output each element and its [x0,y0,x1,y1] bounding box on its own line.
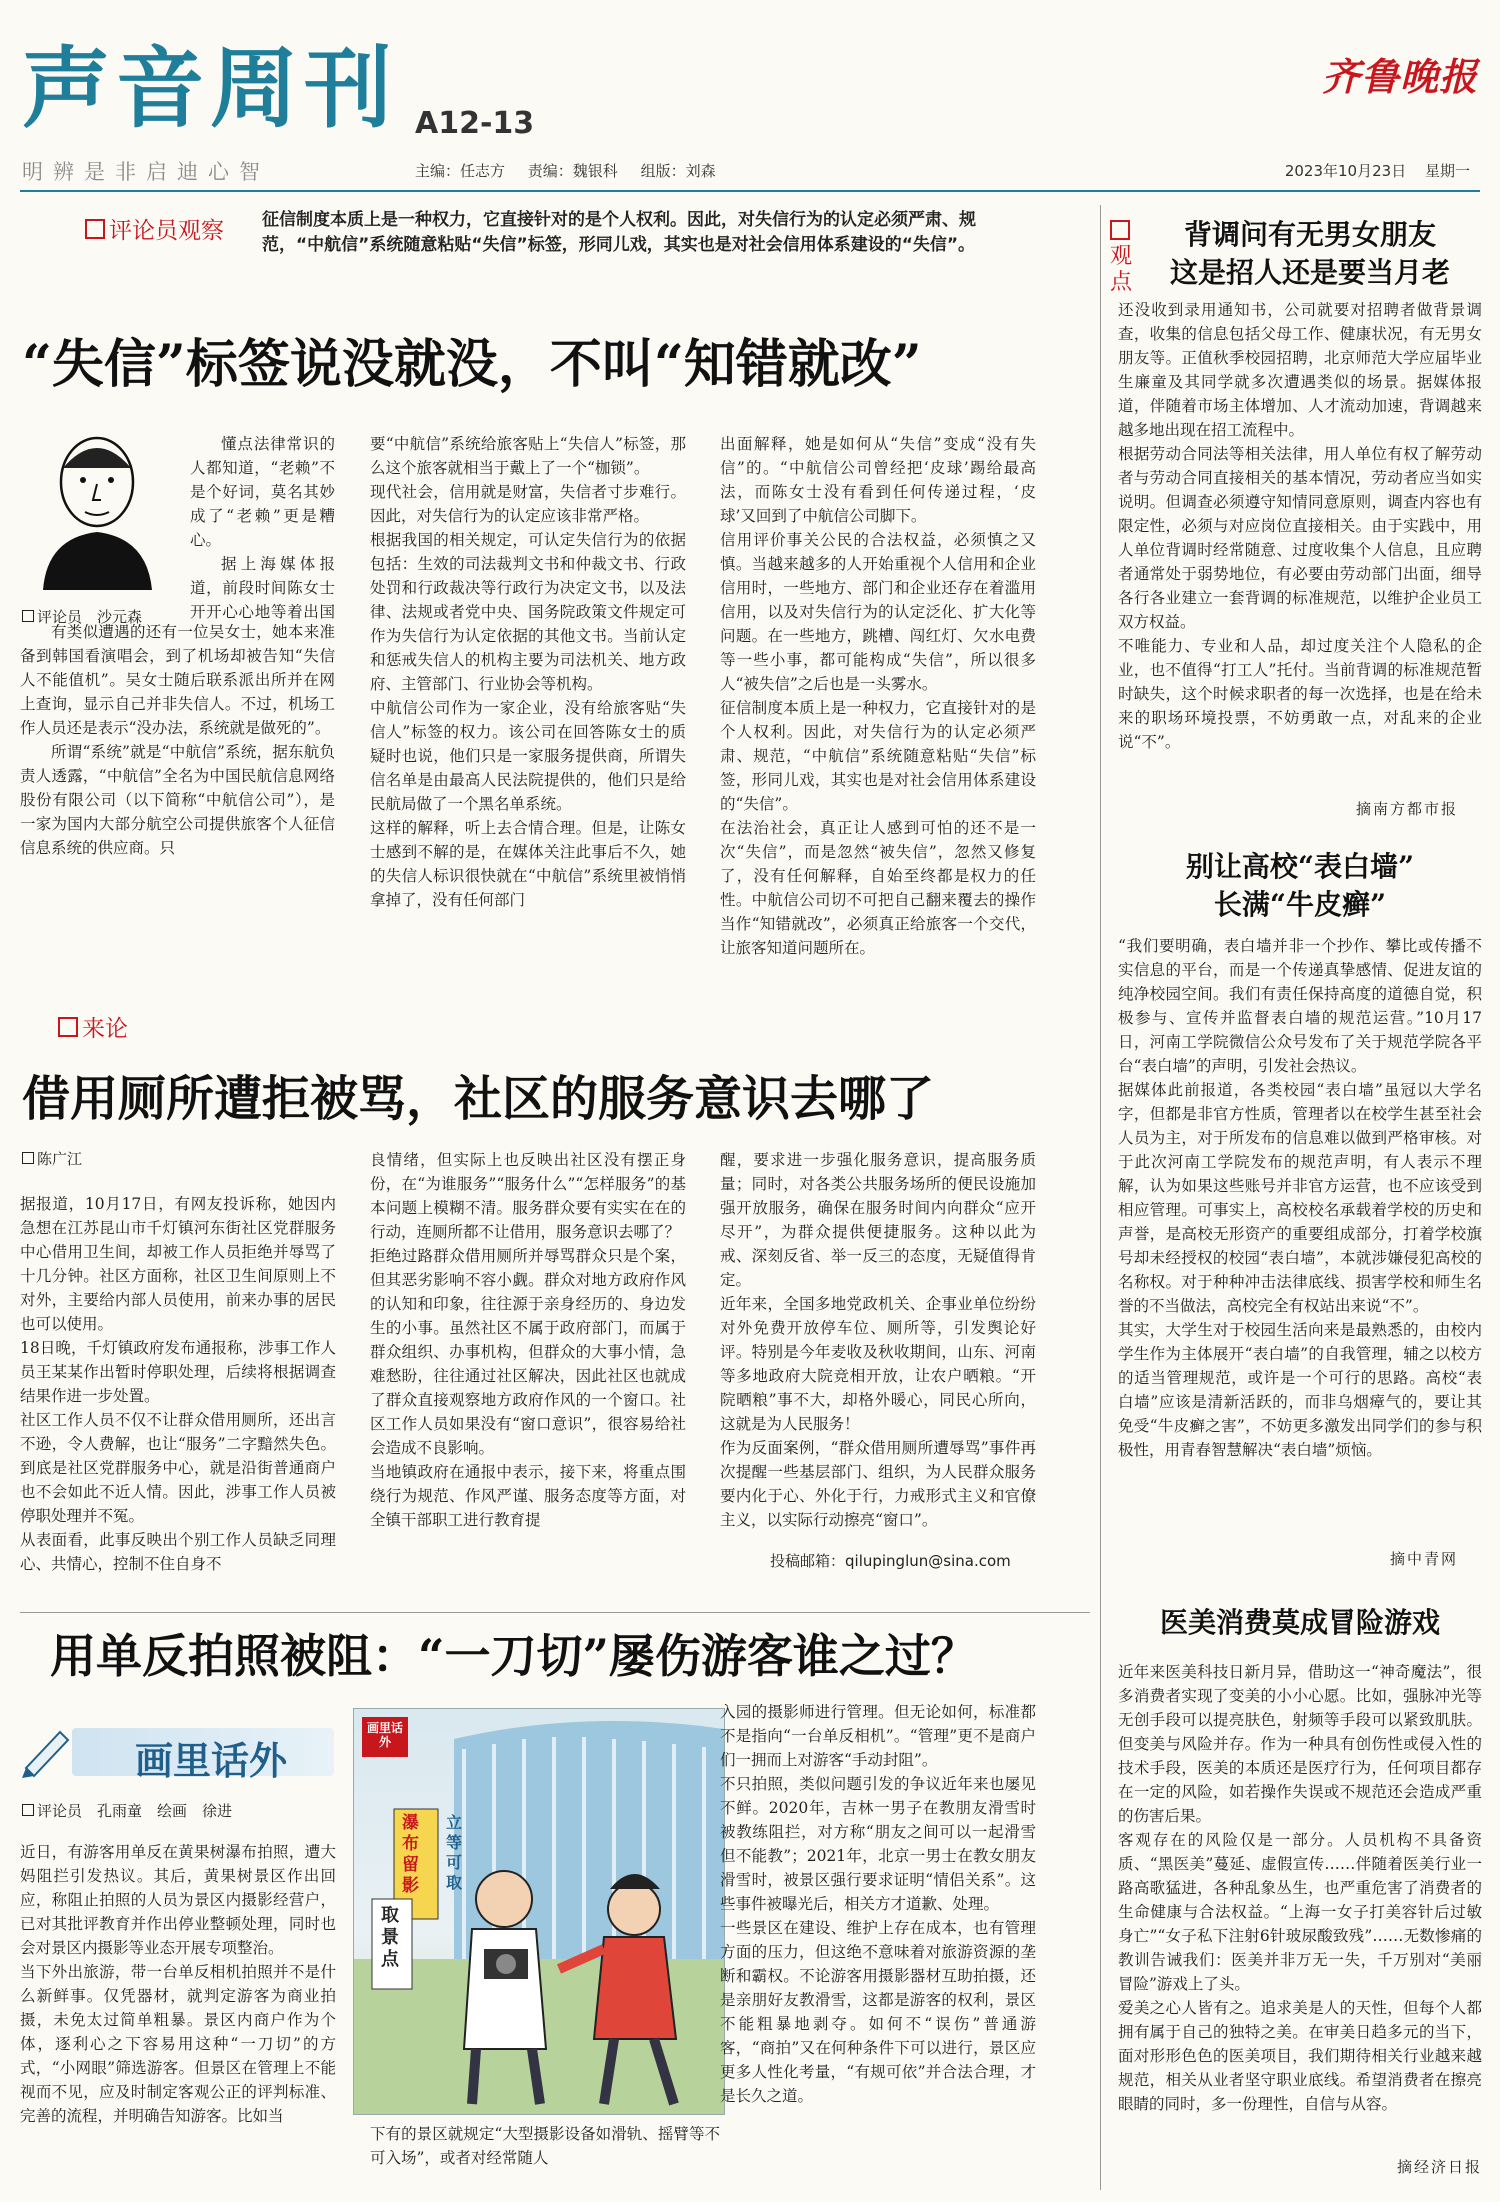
section-tag-observer: 评论员观察 [85,212,224,245]
article2-headline: 借用厕所遭拒被骂，社区的服务意识去哪了 [22,1071,935,1127]
article1-lead: 征信制度本质上是一种权力，它直接针对的是个人权利。因此，对失信行为的认定必须严肃、规范，“中航信”系统随意粘贴“失信”标签，形同儿戏，其实也是对社会信用体系建设的“失信”。 [262,210,976,255]
article3-headline: 用单反拍照被阻：“一刀切”屡伤游客谁之过？ [50,1629,977,1683]
article-divider [20,1612,1090,1613]
article1-byline: 评论员 沙元森 [22,606,142,627]
article3-byline: 评论员 孔雨童 绘画 徐进 [22,1800,232,1821]
date-text: 2023年10月23日 [1284,162,1407,180]
tag-box-icon [85,219,105,239]
cartoon-label-right: 立等可取 [446,1813,463,1892]
sidebar-item1-title: 背调问有无男女朋友 这是招人还是要当月老 [1169,218,1450,289]
portrait-sketch-icon [35,420,160,590]
article1-col1-rest: 有类似遭遇的还有一位吴女士，她本来准备到韩国看演唱会，到了机场却被告知“失信人不能值机”。吴女士随后联系派出所并在网上查询，显示自己并非失信人。不过，机场工作人员还是表示“没办法，系统就是做死的”。 所谓“系统”就是“中航信”系统，据东航负责人透露，“中航信”全名为中国民航信息网络股份有限公司（以下简称“中航信公司”），是一家为国内大部分航空公司提供旅客个人征信信息系统的供应商。只 [20,623,335,857]
sidebar-item3-title: 医美消费莫成冒险游戏 [1159,1606,1440,1639]
issue-date [1271,160,1470,181]
sidebar-item2-body: “我们要明确，表白墙并非一个抄作、攀比或传播不实信息的平台，而是一个传递真挚感情、促进友谊的纯净校园空间。我们有责任保持高度的道德自觉，积极参与、宣传并监督表白墙的规范运营。”10月17日，河南工学院微信公众号发布了关于规范学院各平台“表白墙”的声明，引发社会热议。 据媒体此前报道，各类校园“表白墙”虽冠以大学名字，但都是非官方性质，管理者以在校学生甚至社会人员为主，对于所发布的信息难以做到严格审核。对于此次河南工学院发布的规范声明，有人表示不理解，认为如果这些账号并非官方运营，也不应该受到相应管理。可事实上，高校校名承载着学校的历史和声誉，是高校无形资产的重要组成部分，打着学校旗号却未经授权的校园“表白墙”，本就涉嫌侵犯高校的名称权。对于种种冲击法律底线、损害学校和师生名誉的不当做法，高校完全有权站出来说“不”。 其实，大学生对于校园生活向来是最熟悉的，由校内学生作为主体展开“表白墙”的自我管理，辅之以校方的适当管理规范，或许是一个可行的思路。高校“表白墙”应该是清新活跃的，而非乌烟瘴气的，要让其免受“牛皮癣之害”，不妨更多激发出同学们的参与积极性，用青春智慧解决“表白墙”烦恼。 [1118,937,1482,1459]
cartoon-illustration [353,1708,725,2115]
masthead-slogan: 明辨是非启迪心智 [22,160,270,184]
huali-text: 画里话外 [135,1739,288,1783]
byline-box-icon [22,1152,34,1164]
editor-credits [415,160,734,181]
article2-col1: 据报道，10月17日，有网友投诉称，她因内急想在江苏昆山市千灯镇河东街社区党群服务中心借用卫生间，却被工作人员拒绝并辱骂了十几分钟。社区方面称，社区卫生间原则上不对外，主要给内部人员使用，前来办事的居民也可以使用。 18日晚，千灯镇政府发布通报称，涉事工作人员王某某作出暂时停职处理，后续将根据调查结果作进一步处置。 社区工作人员不仅不让群众借用厕所，还出言不逊，令人费解，也让“服务”二字黯然失色。到底是社区党群服务中心，就是沿街普通商户也不会如此不近人情。因此，涉事工作人员被停职处理并不冤。 从表面看，此事反映出个别工作人员缺乏同理心、共情心，控制不住自身不 [20,1195,336,1573]
cartoon-stamp: 画里话外 [366,1721,403,1749]
newspaper-logo: 齐鲁晚报 [1321,54,1478,99]
author-portrait [35,420,160,590]
article3-col3: 入园的摄影师进行管理。但无论如何，标准都不是指向“一台单反相机”。“管理”更不是商户们一拥而上对游客“手动封阻”。 不只拍照，类似问题引发的争议近年来也屡见不鲜。2020年，吉林一男子在教朋友滑雪时被教练阻拦，对方称“朋友之间可以一起滑雪但不能教”；2021年，北京一男士在教女朋友滑雪时，被景区强行要求证明“情侣关系”。这些事件被曝光后，相关方才道歉、处理。 一些景区在建设、维护上存在成本，也有管理方面的压力，但这绝不意味着对旅游资源的垄断和霸权。不论游客用摄影器材互助拍摄，还是亲朋好友教滑雪，这都是游客的权利，景区不能粗暴地剥夺。如何不“误伤”普通游客，“商拍”又在何种条件下可以进行，景区应更多人性化考量，“有规可依”并合法合理，才是长久之道。 [720,1703,1036,2105]
cartoon-label-left: 瀑布留影 [402,1813,419,1896]
sidebar-item1-body: 还没收到录用通知书，公司就要对招聘者做背景调查，收集的信息包括父母工作、健康状况，有无男女朋友等。正值秋季校园招聘，北京师范大学应届毕业生廉童及其同学就多次遭遇类似的场景。据媒体报道，伴随着市场主体增加、人才流动加速，背调越来越多地出现在招工流程中。 根据劳动合同法等相关法律，用人单位有权了解劳动者与劳动合同直接相关的基本情况，劳动者应当如实说明。但调查必须遵守知情同意原则，调查内容也有限定性，必须与对应岗位直接相关。由于实践中，用人单位背调时经常随意、过度收集个人信息，且应聘者通常处于弱势地位，有必要由劳动部门出面，细导各行各业建立一套背调的标准规范，以维护企业员工双方权益。 不唯能力、专业和人品，却过度关注个人隐私的企业，也不值得“打工人”托付。当前背调的标准规范暂时缺失，这个时候求职者的每一次选择，也是在给未来的职场环境投票，不妨勇敢一点，对乱来的企业说“不”。 [1118,301,1482,751]
cartoon-drawing [354,1709,724,2114]
article2-col3: 醒，要求进一步强化服务意识，提高服务质量；同时，对各类公共服务场所的便民设施加强开放服务，确保在服务时间内向群众“应开尽开”，为群众提供便捷服务。这种以此为戒、深刻反省、举一反三的态度，无疑值得肯定。 近年来，全国多地党政机关、企事业单位纷纷对外免费开放停车位、厕所等，引发舆论好评。特别是今年麦收及秋收期间，山东、河南等多地政府大院竞相开放，让农户晒粮。“开院晒粮”事不大，却格外暖心，同民心所向，这就是为人民服务！ 作为反面案例，“群众借用厕所遭辱骂”事件再次提醒一些基层部门、组织，为人民群众服务要内化于心、外化于行，力戒形式主义和官僚主义，以实际行动擦亮“窗口”。 [720,1151,1036,1529]
article1-col3: 出面解释，她是如何从“失信”变成“没有失信”的。“中航信公司曾经把‘皮球’踢给最高法，而陈女士没有看到任何传递过程，‘皮球’又回到了中航信公司脚下。 信用评价事关公民的合法权益，必须慎之又慎。当越来越多的人开始重视个人信用和企业信用时，一些地方、部门和企业还存在着滥用信用，以及对失信行为的认定泛化、扩大化等问题。在一些地方，跳槽、闯红灯、欠水电费等一些小事，都可能构成“失信”，所以很多人“被失信”之后也是一头雾水。 征信制度本质上是一种权力，它直接针对的是个人权利。因此，对失信行为的认定必须严肃、规范，“中航信”系统随意粘贴“失信”标签，形同儿戏，其实也是对社会信用体系建设的“失信”。 在法治社会，真正让人感到可怕的还不是一次“失信”，而是忽然“被失信”，忽然又修复了，没有任何解释，自始至终都是权力的任性。中航信公司切不可把自己翻来覆去的操作当作“知错就改”，必须真正给旅客一个交代，让旅客知道问题所在。 [720,435,1036,957]
section-tag-laiyun: 来论 [58,1010,128,1043]
pen-icon [20,1724,80,1780]
huali-section-logo [20,1724,330,1784]
article2-col2: 良情绪，但实际上也反映出社区没有摆正身份，在“为谁服务”“服务什么”“怎样服务”的基本问题上模糊不清。服务群众要有实实在在的行动，连厕所都不让借用，服务意识去哪了？ 拒绝过路群众借用厕所并辱骂群众只是个案，但其恶劣影响不容小觑。群众对地方政府作风的认知和印象，往往源于亲身经历的、身边发生的小事。虽然社区不属于政府部门，而属于群众组织、办事机构，但群众的大事小情，急难愁盼，往往通过社区解决，因此社区也就成了群众直接观察地方政府作风的一个窗口。社区工作人员如果没有“窗口意识”，很容易给社会造成不良影响。 当地镇政府在通报中表示，接下来，将重点围绕行为规范、作风严谨、服务态度等方面，对全镇干部职工进行教育提 [370,1151,686,1529]
byline-box-icon [22,1804,34,1816]
article2-byline: 陈广江 [22,1148,82,1169]
article1-intro: 懂点法律常识的人都知道，“老赖”不是个好词，莫名其妙成了“老赖”更是糟心。 [190,435,335,549]
cartoon-sign: 取景点 [381,1905,399,1970]
article1-headline: “失信”标签说没就没，不叫“知错就改” [22,334,922,395]
article3-col1: 近日，有游客用单反在黄果树瀑布拍照，遭大妈阻拦引发热议。其后，黄果树景区作出回应，称阻止拍照的人员为景区内摄影经营户，已对其批评教育并作出停业整顿处理，同时也会对景区内摄影等业态开展专项整治。 当下外出旅游，带一台单反相机拍照并不是什么新鲜事。仅凭器材，就判定游客为商业拍摄，未免太过简单粗暴。景区内商户作为个体，逐利心之下容易用这种“一刀切”的方式，“小网眼”筛选游客。但景区在管理上不能视而不见，应及时制定客观公正的评判标准、完善的流程，并明确告知游客。比如当 [20,1843,336,2125]
column-divider [1100,205,1101,2190]
article3-caption-text: 下有的景区就规定“大型摄影设备如滑轨、摇臂等不可入场”，或者对经常随人 [370,2125,720,2167]
sidebar-item2-title: 别让高校“表白墙” 长满“牛皮癣” [1185,850,1415,921]
editor-responsible: 责编：魏银科 [527,162,618,180]
page-number: A12-13 [415,106,535,141]
masthead-rule [20,190,1480,192]
editor-chief: 主编：任志方 [415,162,506,180]
sidebar-section-tag: 观点 [1110,220,1132,296]
article1-report-start: 据上海媒体报道，前段时间陈女士开开心心地等着出国 [190,555,335,621]
editor-layout: 组版：刘森 [640,162,716,180]
sidebar-item2-source: 摘中青网 [1389,1550,1458,1568]
article2-email: 投稿邮箱：qilupinglun@sina.com [770,1552,1011,1570]
weekday-text: 星期一 [1424,162,1470,180]
tag-box-icon [58,1017,78,1037]
article1-col2: 要“中航信”系统给旅客贴上“失信人”标签，那么这个旅客就相当于戴上了一个“枷锁”。 现代社会，信用就是财富，失信者寸步难行。因此，对失信行为的认定应该非常严格。 根据我国的相关规定，可认定失信行为的依据包括：生效的司法裁判文书和仲裁文书、行政处罚和行政裁决等行政行为决定文书，以及法律、法规或者党中央、国务院政策文件规定可作为失信行为认定依据的其他文书。当前认定和惩戒失信人的机构主要为司法机关、地方政府、主管部门、行业协会等机构。 中航信公司作为一家企业，没有给旅客贴“失信人”标签的权力。该公司在回答陈女士的质疑时也说，他们只是一家服务提供商，所谓失信名单是由最高人民法院提供的，他们只是给民航局做了一个黑名单系统。 这样的解释，听上去合情合理。但是，让陈女士感到不解的是，在媒体关注此事后不久，她的失信人标识很快就在“中航信”系统里被悄悄拿掉了，没有任何部门 [370,435,686,909]
masthead-title: 声音周刊 [22,36,399,140]
sidebar-item1-source: 摘南方都市报 [1355,800,1458,818]
sidebar-item3-body: 近年来医美科技日新月异，借助这一“神奇魔法”，很多消费者实现了变美的小小心愿。比如，强脉冲光等无创手段可以提亮肤色，射频等手段可以紧致肌肤。但变美与风险并存。作为一种具有创伤性或侵入性的技术手段，医美的本质还是医疗行为，任何项目都存在一定的风险，如若操作失误或不规范还会造成严重的伤害后果。 客观存在的风险仅是一部分。人员机构不具备资质、“黑医美”蔓延、虚假宣传……伴随着医美行业一路高歌猛进，各种乱象丛生，也严重危害了消费者的生命健康与合法权益。“上海一女子打美容针后过敏身亡”“女子私下注射6针玻尿酸致残”……无数惨痛的教训告诫我们：医美并非万无一失，千万别对“美丽冒险”游戏上了头。 爱美之心人皆有之。追求美是人的天性，但每个人都拥有属于自己的独特之美。在审美日趋多元的当下，面对形形色色的医美项目，我们期待相关行业越来越规范，相关从业者坚守职业底线。希望消费者在擦亮眼睛的同时，多一份理性，自信与从容。 [1118,1663,1482,2113]
tag-box-icon [1110,220,1130,240]
sidebar-item3-source: 摘经济日报 [1396,2158,1482,2176]
